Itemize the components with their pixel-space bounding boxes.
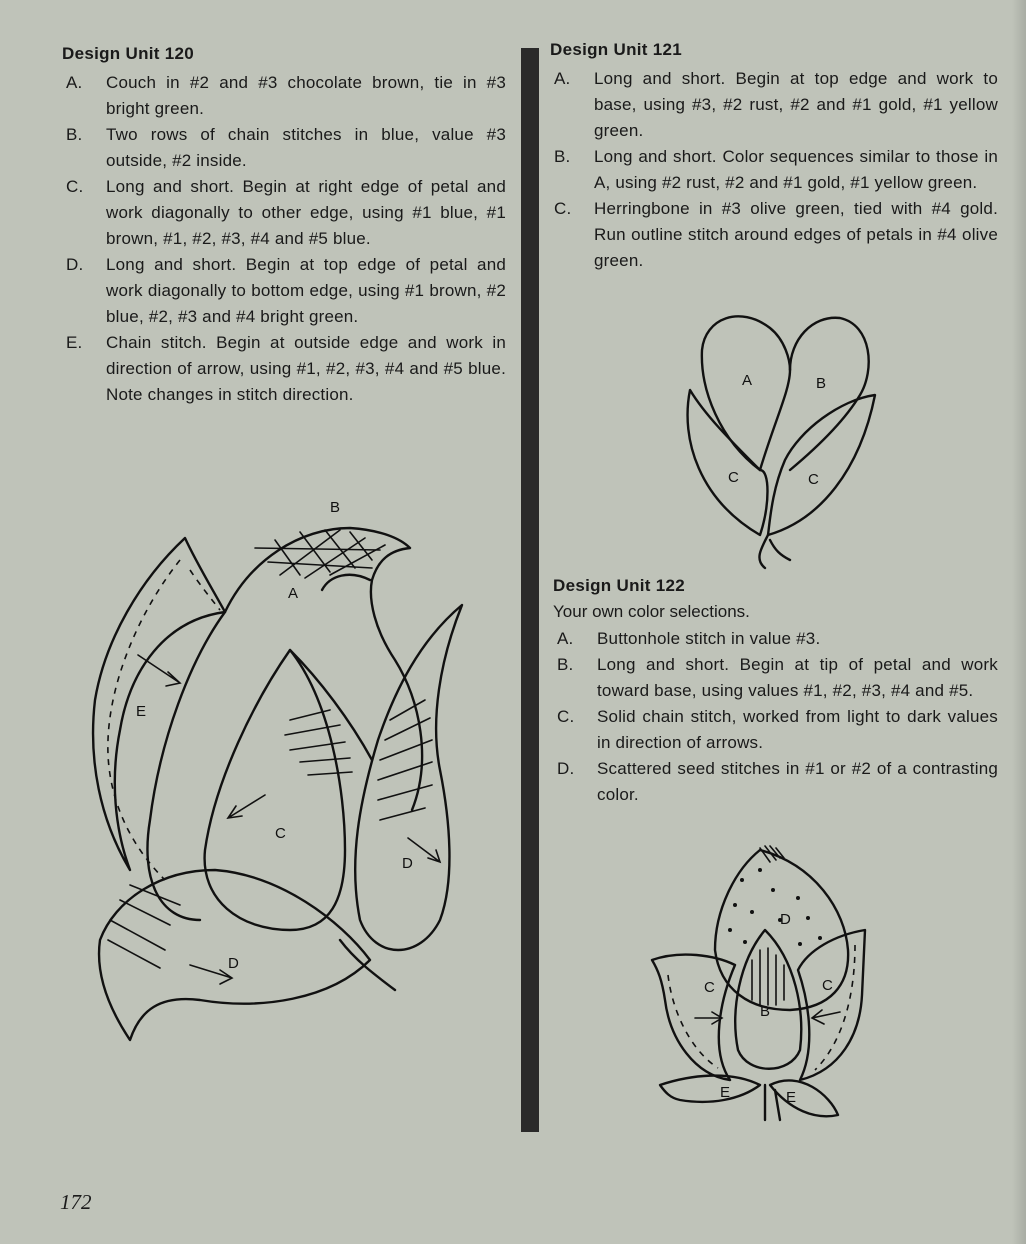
label-e-left: E <box>720 1084 731 1101</box>
item-letter: B. <box>66 125 83 144</box>
label-c-left: C <box>704 979 715 996</box>
label-a: A <box>742 372 753 389</box>
unit-title: Design Unit 120 <box>62 44 195 63</box>
unit-title: Design Unit 121 <box>550 40 683 59</box>
label-b: B <box>816 375 827 392</box>
item-letter: A. <box>66 73 83 92</box>
item-letter: A. <box>554 69 571 88</box>
item-text: Long and short. Begin at tip of petal and work toward base, using values #1, #2, #3, #4 and #5. <box>597 655 998 700</box>
item-letter: B. <box>557 655 574 674</box>
item-text: Long and short. Color sequences similar to those in A, using #2 rust, #2 and #1 gold, #1 yellow green. <box>594 147 998 192</box>
item-text: Two rows of chain stitches in blue, value #3 outside, #2 inside. <box>106 125 506 170</box>
label-d-lower: D <box>228 955 239 972</box>
label-c-left: C <box>728 469 739 486</box>
item-text: Chain stitch. Begin at outside edge and work in direction of arrow, using #1, #2, #3, #4 and #5 blue. Note changes in stitch direction. <box>106 333 506 404</box>
item-text: Herringbone in #3 olive green, tied with #4 gold. Run outline stitch around edges of petals in #4 olive green. <box>594 199 998 270</box>
item-text: Solid chain stitch, worked from light to dark values in direction of arrows. <box>597 707 998 752</box>
label-c: C <box>275 825 286 842</box>
label-e: E <box>136 703 147 720</box>
label-d: D <box>780 911 791 928</box>
item-text: Long and short. Begin at right edge of petal and work diagonally to other edge, using #1 blue, #1 brown, #1, #2, #3, #4 and #5 blue. <box>106 177 506 248</box>
unit-subtitle: Your own color selections. <box>553 602 750 621</box>
item-text: Long and short. Begin at top edge of petal and work diagonally to bottom edge, using #1 brown, #2 blue, #2, #3 and #4 bright green. <box>106 255 506 326</box>
label-d-right: D <box>402 855 413 872</box>
item-letter: C. <box>66 177 84 196</box>
item-text: Scattered seed stitches in #1 or #2 of a contrasting color. <box>597 759 998 804</box>
item-letter: B. <box>554 147 571 166</box>
unit-title: Design Unit 122 <box>553 576 686 595</box>
item-text: Couch in #2 and #3 chocolate brown, tie in #3 bright green. <box>106 73 506 118</box>
item-letter: C. <box>557 707 575 726</box>
item-letter: E. <box>66 333 83 352</box>
page-number: 172 <box>60 1190 92 1214</box>
item-text: Buttonhole stitch in value #3. <box>597 629 821 648</box>
label-e-right: E <box>786 1089 797 1106</box>
item-letter: D. <box>66 255 84 274</box>
label-a: A <box>288 585 299 602</box>
label-c-right: C <box>822 977 833 994</box>
label-b: B <box>330 499 341 516</box>
label-c-right: C <box>808 471 819 488</box>
item-letter: D. <box>557 759 575 778</box>
label-b: B <box>760 1003 771 1020</box>
item-text: Long and short. Begin at top edge and work to base, using #3, #2 rust, #2 and #1 gold, #1 yellow green. <box>594 69 998 140</box>
item-letter: A. <box>557 629 574 648</box>
item-letter: C. <box>554 199 572 218</box>
